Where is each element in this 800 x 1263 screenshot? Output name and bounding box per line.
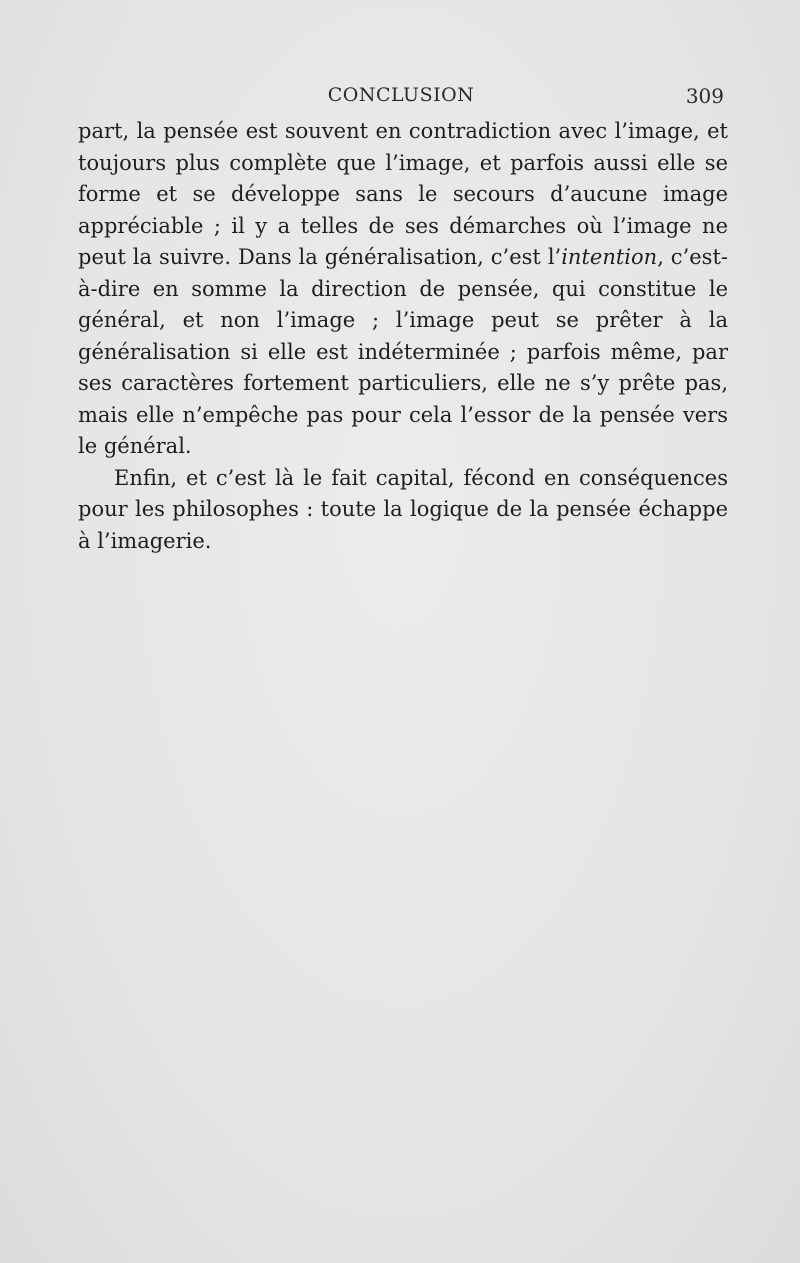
paragraph-1 [78,116,728,463]
italic-term: intention [561,245,658,269]
paragraph-1-text-start: part, la pensée est souvent en contradiction avec l’image, et toujours plus complète que l’image, et parfois aussi elle se forme et se développe sans le secours d’aucune image appréciable ; il y a telles de ses démarches où l’image ne peut la suivre. Dans la généralisation, c’est l’ [78,119,728,269]
running-head: CONCLUSION [327,84,475,106]
paragraph-2: Enfin, et c’est là le fait capital, fécond en conséquences pour les philosophes : toute la logique de la pensée échappe à l’imagerie. [78,465,728,553]
paragraph-1-text-end: , c’est-à-dire en somme la direction de pensée, qui constitue le général, et non l’image ; l’image peut se prêter à la généralisation si elle est indéterminée ; parfois même, par ses caractères fortement particuliers, elle ne s’y prête pas, mais elle n’empêche pas pour cela l’essor de la pensée vers le général. [78,245,728,458]
page-number: 309 [685,84,724,108]
page-header [78,84,724,114]
body-text [78,116,728,557]
